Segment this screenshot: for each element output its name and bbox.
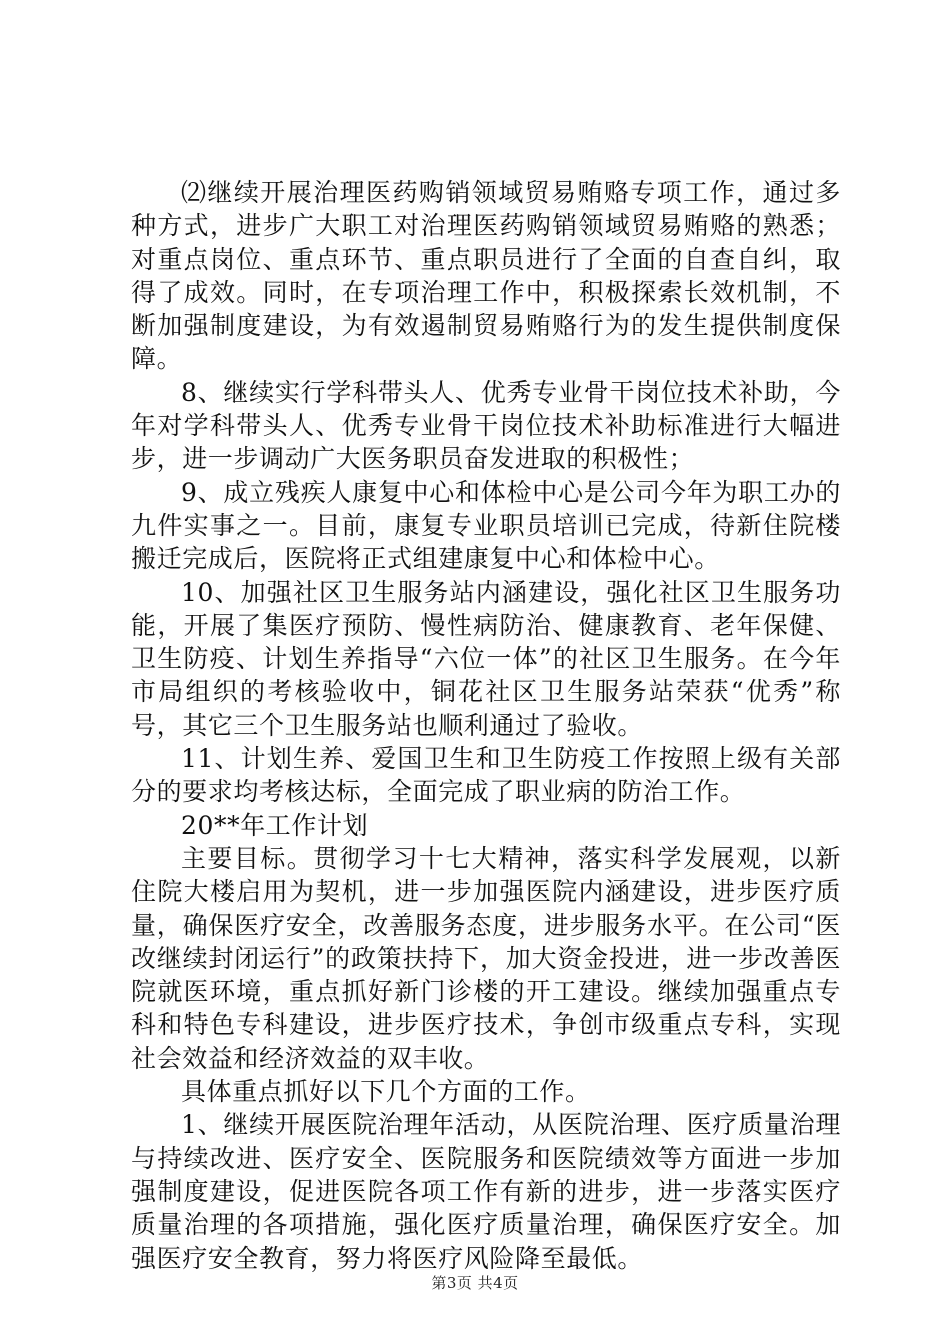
paragraph-item-10: 10、加强社区卫生服务站内涵建设，强化社区卫生服务功能，开展了集医疗预防、慢性病防治、健康教育、老年保健、卫生防疫、计划生养指导“六位一体”的社区卫生服务。在今年市局组织的考核验收中，铜花社区卫生服务站荣获“优秀”称号，其它三个卫生服务站也顺利通过了验收。 xyxy=(131,577,841,740)
paragraph-main-goals: 主要目标。贯彻学习十七大精神，落实科学发展观，以新住院大楼启用为契机，进一步加强医院内涵建设，进步医疗质量，确保医疗安全，改善服务态度，进步服务水平。在公司“医改继续封闭运行”的政策扶持下，加大资金投进，进一步改善医院就医环境，重点抓好新门诊楼的开工建设。继续加强重点专科和特色专科建设，进步医疗技术，争创市级重点专科，实现社会效益和经济效益的双丰收。 xyxy=(131,843,841,1073)
paragraph-plan-item-1: 1、继续开展医院治理年活动，从医院治理、医疗质量治理与持续改进、医疗安全、医院服务和医院绩效等方面进一步加强制度建设，促进医院各项工作有新的进步，进一步落实医疗质量治理的各项措施，强化医疗质量治理，确保医疗安全。加强医疗安全教育，努力将医疗风险降至最低。 xyxy=(131,1110,841,1273)
page-number-indicator: 第3页 共4页 xyxy=(431,1274,519,1292)
document-body xyxy=(131,176,841,1275)
paragraph-item-8: 8、继续实行学科带头人、优秀专业骨干岗位技术补助，今年对学科带头人、优秀专业骨干岗位技术补助标准进行大幅进步，进一步调动广大医务职员奋发进取的积极性； xyxy=(131,377,841,474)
paragraph-key-points-intro: 具体重点抓好以下几个方面的工作。 xyxy=(181,1077,591,1107)
section-heading-work-plan: 20**年工作计划 xyxy=(181,810,369,840)
paragraph-item-9: 9、成立残疾人康复中心和体检中心是公司今年为职工办的九件实事之一。目前，康复专业职员培训已完成，待新住院楼搬迁完成后，医院将正式组建康复中心和体检中心。 xyxy=(131,477,841,574)
paragraph-item-11: 11、计划生养、爱国卫生和卫生防疫工作按照上级有关部分的要求均考核达标，全面完成了职业病的防治工作。 xyxy=(131,744,841,807)
page-footer xyxy=(0,1272,950,1293)
paragraph-anti-bribery: ⑵继续开展治理医药购销领域贸易贿赂专项工作，通过多种方式，进步广大职工对治理医药购销领域贸易贿赂的熟悉；对重点岗位、重点环节、重点职员进行了全面的自查自纠，取得了成效。同时，在专项治理工作中，积极探索长效机制，不断加强制度建设，为有效遏制贸易贿赂行为的发生提供制度保障。 xyxy=(131,178,841,374)
